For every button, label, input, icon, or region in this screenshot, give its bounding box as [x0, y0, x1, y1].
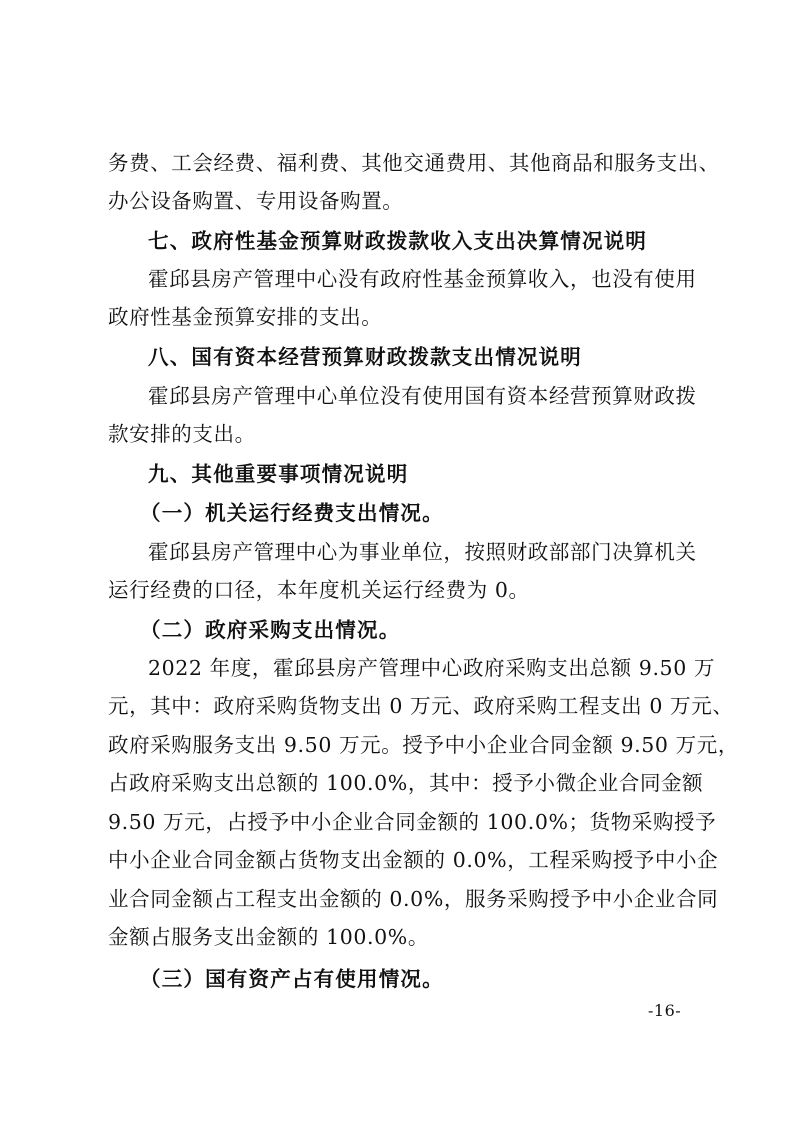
page-number: -16-	[648, 1001, 682, 1020]
paragraph-line: 业合同金额占工程支出金额的 0.0%，服务采购授予中小企业合同	[108, 887, 719, 911]
paragraph-line: 政府性基金预算安排的支出。	[108, 305, 383, 329]
paragraph-line: 办公设备购置、专用设备购置。	[108, 189, 404, 213]
paragraph-line: 霍邱县房产管理中心单位没有使用国有资本经营预算财政拨	[148, 384, 697, 408]
paragraph-line: 霍邱县房产管理中心为事业单位，按照财政部部门决算机关	[148, 540, 697, 564]
subsection-heading-2: （二）政府采购支出情况。	[140, 618, 401, 642]
paragraph-line: 霍邱县房产管理中心没有政府性基金预算收入，也没有使用	[148, 267, 697, 291]
section-heading-7: 七、政府性基金预算财政拨款收入支出决算情况说明	[148, 229, 648, 253]
paragraph-line: 金额占服务支出金额的 100.0%。	[108, 925, 429, 949]
paragraph-line: 元，其中：政府采购货物支出 0 万元、政府采购工程支出 0 万元、	[108, 694, 734, 718]
subsection-heading-3: （三）国有资产占有使用情况。	[140, 967, 444, 991]
section-heading-9: 九、其他重要事项情况说明	[148, 462, 409, 486]
paragraph-line: 运行经费的口径，本年度机关运行经费为 0。	[108, 578, 530, 602]
paragraph-line: 政府采购服务支出 9.50 万元。授予中小企业合同金额 9.50 万元，	[108, 733, 739, 757]
subsection-heading-1: （一）机关运行经费支出情况。	[140, 501, 444, 525]
paragraph-line: 款安排的支出。	[108, 422, 256, 446]
paragraph-line: 占政府采购支出总额的 100.0%，其中：授予小微企业合同金额	[108, 771, 704, 795]
paragraph-line: 务费、工会经费、福利费、其他交通费用、其他商品和服务支出、	[108, 151, 720, 175]
paragraph-line: 9.50 万元，占授予中小企业合同金额的 100.0%；货物采购授予	[108, 810, 717, 834]
paragraph-line: 2022 年度，霍邱县房产管理中心政府采购支出总额 9.50 万	[148, 656, 716, 680]
paragraph-line: 中小企业合同金额占货物支出金额的 0.0%，工程采购授予中小企	[108, 848, 719, 872]
section-heading-8: 八、国有资本经营预算财政拨款支出情况说明	[148, 345, 582, 369]
